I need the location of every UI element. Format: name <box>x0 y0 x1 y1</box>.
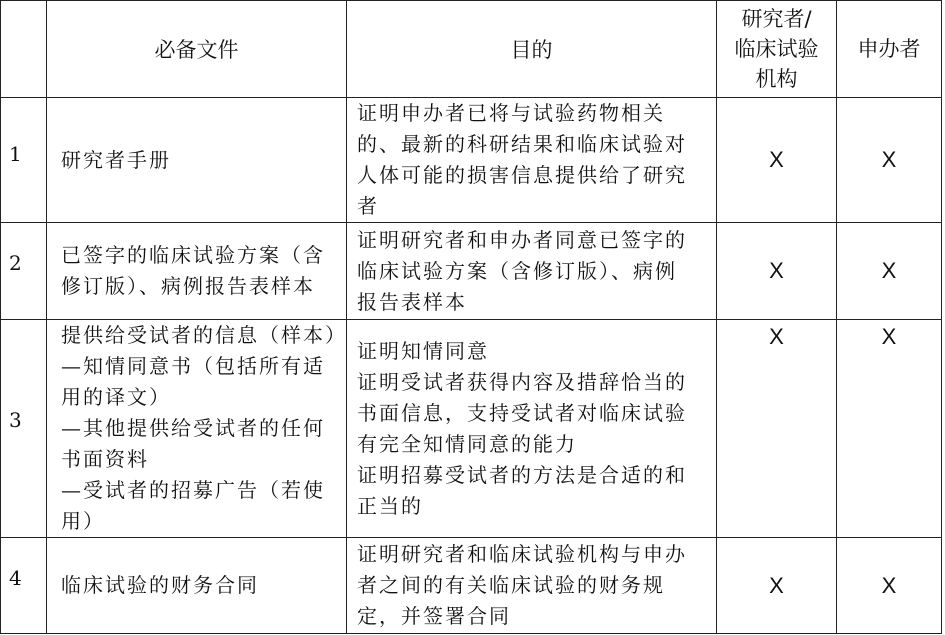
document-line: 临床试验的财务合同 <box>61 573 259 597</box>
header-investigator <box>717 1 837 98</box>
document-cell <box>47 320 347 538</box>
purpose-line: 证明研究者和临床试验机构与申办 <box>357 542 687 566</box>
document-line: 修订版）、病例报告表样本 <box>61 274 315 298</box>
sponsor-mark: X <box>837 538 942 634</box>
document-line: 书面资料 <box>61 447 149 471</box>
purpose-cell <box>347 538 717 634</box>
purpose-line: 人体可能的损害信息提供给了研究 <box>357 163 687 187</box>
document-line: —知情同意书（包括所有适 <box>61 354 325 378</box>
header-number <box>1 1 47 98</box>
purpose-line: 证明研究者和申办者同意已签字的 <box>357 227 687 252</box>
purpose-line: 者 <box>357 194 379 218</box>
row-number: 3 <box>1 320 47 538</box>
investigator-mark: X <box>717 538 837 634</box>
row-number: 1 <box>1 98 47 223</box>
investigator-mark: X <box>717 223 837 320</box>
purpose-line: 有完全知情同意的能力 <box>357 431 577 456</box>
purpose-cell <box>347 223 717 320</box>
purpose-cell <box>347 98 717 223</box>
header-investigator-line: 研究者/ <box>741 7 812 31</box>
table-row <box>1 538 942 634</box>
document-cell <box>47 98 347 223</box>
purpose-line: 正当的 <box>357 493 423 518</box>
purpose-line: 临床试验方案（含修订版）、病例 <box>357 258 677 283</box>
document-cell <box>47 223 347 320</box>
sponsor-mark: X <box>837 320 942 538</box>
row-number: 2 <box>1 223 47 320</box>
purpose-line: 的、最新的科研结果和临床试验对 <box>357 132 687 156</box>
document-line: 研究者手册 <box>61 147 171 172</box>
purpose-line: 者之间的有关临床试验的财务规 <box>357 573 665 597</box>
purpose-line: 书面信息，支持受试者对临床试验 <box>357 400 687 425</box>
header-investigator-line: 机构 <box>755 67 798 91</box>
table-header-row <box>1 1 942 98</box>
document-line: —受试者的招募广告（若使 <box>61 478 325 502</box>
sponsor-mark: X <box>837 223 942 320</box>
investigator-mark: X <box>717 320 837 538</box>
purpose-line: 证明知情同意 <box>357 338 489 363</box>
table-row <box>1 98 942 223</box>
document-cell <box>47 538 347 634</box>
header-sponsor: 申办者 <box>837 1 942 98</box>
document-line: 提供给受试者的信息（样本） <box>61 323 347 347</box>
header-investigator-line: 临床试验 <box>734 37 819 61</box>
document-line: 用的译文） <box>61 385 171 409</box>
purpose-line: 报告表样本 <box>357 289 467 314</box>
document-line: 用） <box>61 509 105 533</box>
document-line: —其他提供给受试者的任何 <box>61 416 325 440</box>
purpose-cell <box>347 320 717 538</box>
header-purpose: 目的 <box>347 1 717 98</box>
investigator-mark: X <box>717 98 837 223</box>
table-row <box>1 223 942 320</box>
sponsor-mark: X <box>837 98 942 223</box>
purpose-line: 证明申办者已将与试验药物相关 <box>357 101 665 125</box>
purpose-line: 定，并签署合同 <box>357 604 511 628</box>
document-line: 已签字的临床试验方案（含 <box>61 243 325 267</box>
row-number: 4 <box>1 538 47 634</box>
header-document: 必备文件 <box>47 1 347 98</box>
purpose-line: 证明受试者获得内容及措辞恰当的 <box>357 369 687 394</box>
table-row <box>1 320 942 538</box>
purpose-line: 证明招募受试者的方法是合适的和 <box>357 462 687 487</box>
